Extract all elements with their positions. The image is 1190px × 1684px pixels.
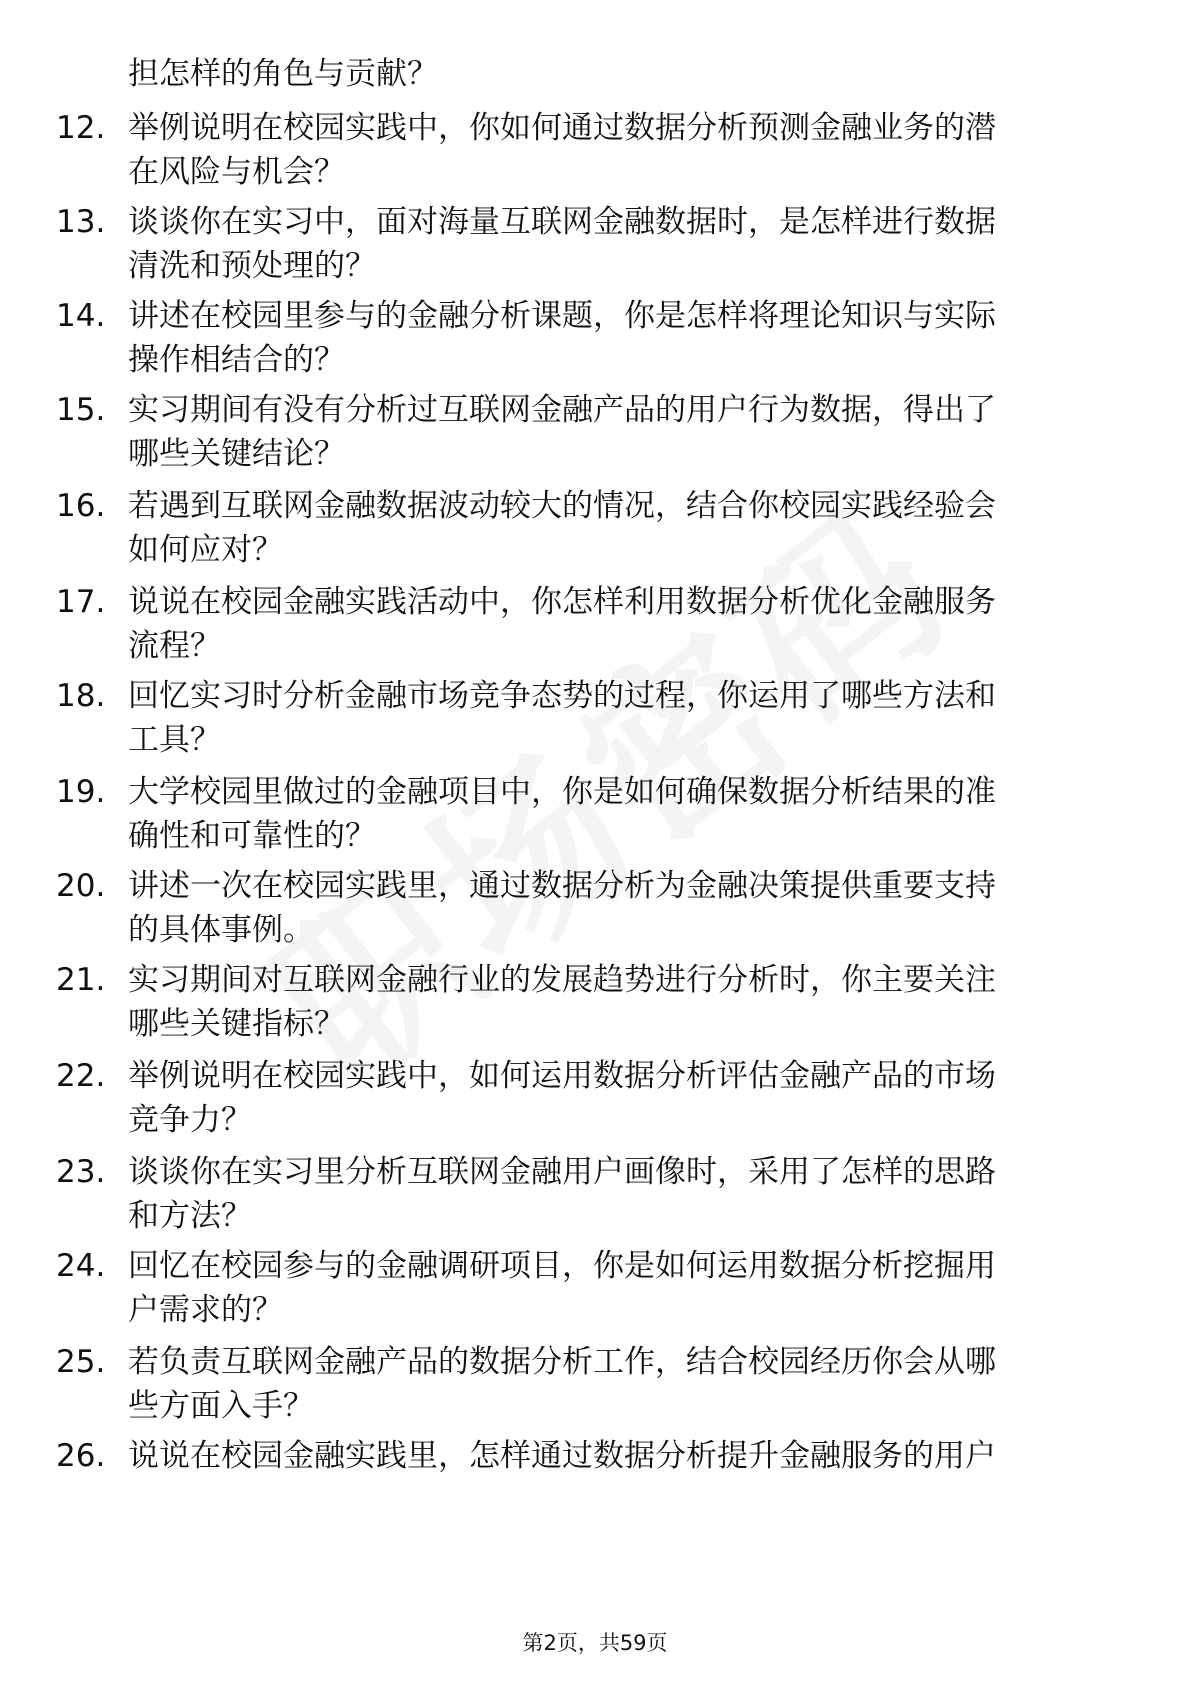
- item-number: 15.: [56, 392, 106, 428]
- item-number: 18.: [56, 678, 106, 714]
- item-text: [128, 1150, 1128, 1238]
- item-text-line: 说说在校园金融实践里，怎样通过数据分析提升金融服务的用户: [128, 1438, 996, 1474]
- item-text-line: 清洗和预处理的？: [128, 248, 376, 284]
- item-number: 19.: [56, 774, 106, 810]
- item-number: 20.: [56, 868, 106, 904]
- item-text: [128, 770, 1128, 858]
- item-text-line: 的具体事例。: [128, 912, 314, 948]
- item-number: 13.: [56, 204, 106, 240]
- item-text-line: 确性和可靠性的？: [128, 818, 376, 854]
- item-text-line: 竞争力？: [128, 1102, 252, 1138]
- continuation-text: 担怎样的角色与贡献？: [128, 56, 438, 92]
- item-text: [128, 674, 1128, 762]
- item-text-line: 说说在校园金融实践活动中，你怎样利用数据分析优化金融服务: [128, 584, 996, 620]
- item-number: 16.: [56, 488, 106, 524]
- item-text: [128, 580, 1128, 668]
- item-text-line: 讲述一次在校园实践里，通过数据分析为金融决策提供重要支持: [128, 868, 996, 904]
- item-text: [128, 958, 1128, 1046]
- item-text-line: 些方面入手？: [128, 1388, 314, 1424]
- item-number: 14.: [56, 298, 106, 334]
- item-number: 24.: [56, 1248, 106, 1284]
- item-text: [128, 294, 1128, 382]
- item-text: [128, 388, 1128, 476]
- item-text-line: 如何应对？: [128, 532, 283, 568]
- item-text-line: 回忆在校园参与的金融调研项目，你是如何运用数据分析挖掘用: [128, 1248, 996, 1284]
- item-text: [128, 484, 1128, 572]
- item-text-line: 在风险与机会？: [128, 154, 345, 190]
- item-text-line: 回忆实习时分析金融市场竞争态势的过程，你运用了哪些方法和: [128, 678, 996, 714]
- item-number: 12.: [56, 110, 106, 146]
- item-text: [128, 1054, 1128, 1142]
- page-footer: 第2页，共59页: [522, 1631, 668, 1655]
- item-text-line: 讲述在校园里参与的金融分析课题，你是怎样将理论知识与实际: [128, 298, 996, 334]
- item-text: [128, 200, 1128, 288]
- item-number: 26.: [56, 1438, 106, 1474]
- item-text-line: 若负责互联网金融产品的数据分析工作，结合校园经历你会从哪: [128, 1344, 996, 1380]
- item-text-line: 户需求的？: [128, 1292, 283, 1328]
- item-text: [128, 106, 1128, 194]
- item-text: [128, 1434, 1128, 1478]
- item-number: 21.: [56, 962, 106, 998]
- item-number: 23.: [56, 1154, 106, 1190]
- item-text-line: 操作相结合的？: [128, 342, 345, 378]
- item-number: 17.: [56, 584, 106, 620]
- item-text-line: 谈谈你在实习中，面对海量互联网金融数据时，是怎样进行数据: [128, 204, 996, 240]
- item-text: [128, 1244, 1128, 1332]
- item-text-line: 实习期间对互联网金融行业的发展趋势进行分析时，你主要关注: [128, 962, 996, 998]
- item-text: [128, 1340, 1128, 1428]
- item-number: 25.: [56, 1344, 106, 1380]
- item-text-line: 举例说明在校园实践中，你如何通过数据分析预测金融业务的潜: [128, 110, 996, 146]
- item-text-line: 哪些关键结论？: [128, 436, 345, 472]
- item-text-line: 谈谈你在实习里分析互联网金融用户画像时，采用了怎样的思路: [128, 1154, 996, 1190]
- item-number: 22.: [56, 1058, 106, 1094]
- item-text-line: 举例说明在校园实践中，如何运用数据分析评估金融产品的市场: [128, 1058, 996, 1094]
- item-text-line: 和方法？: [128, 1198, 252, 1234]
- item-text-line: 大学校园里做过的金融项目中，你是如何确保数据分析结果的准: [128, 774, 996, 810]
- item-text: [128, 864, 1128, 952]
- item-text-line: 若遇到互联网金融数据波动较大的情况，结合你校园实践经验会: [128, 488, 996, 524]
- item-text-line: 实习期间有没有分析过互联网金融产品的用户行为数据，得出了: [128, 392, 996, 428]
- item-text-line: 工具？: [128, 722, 221, 758]
- item-text-line: 哪些关键指标？: [128, 1006, 345, 1042]
- item-text-line: 流程？: [128, 628, 221, 664]
